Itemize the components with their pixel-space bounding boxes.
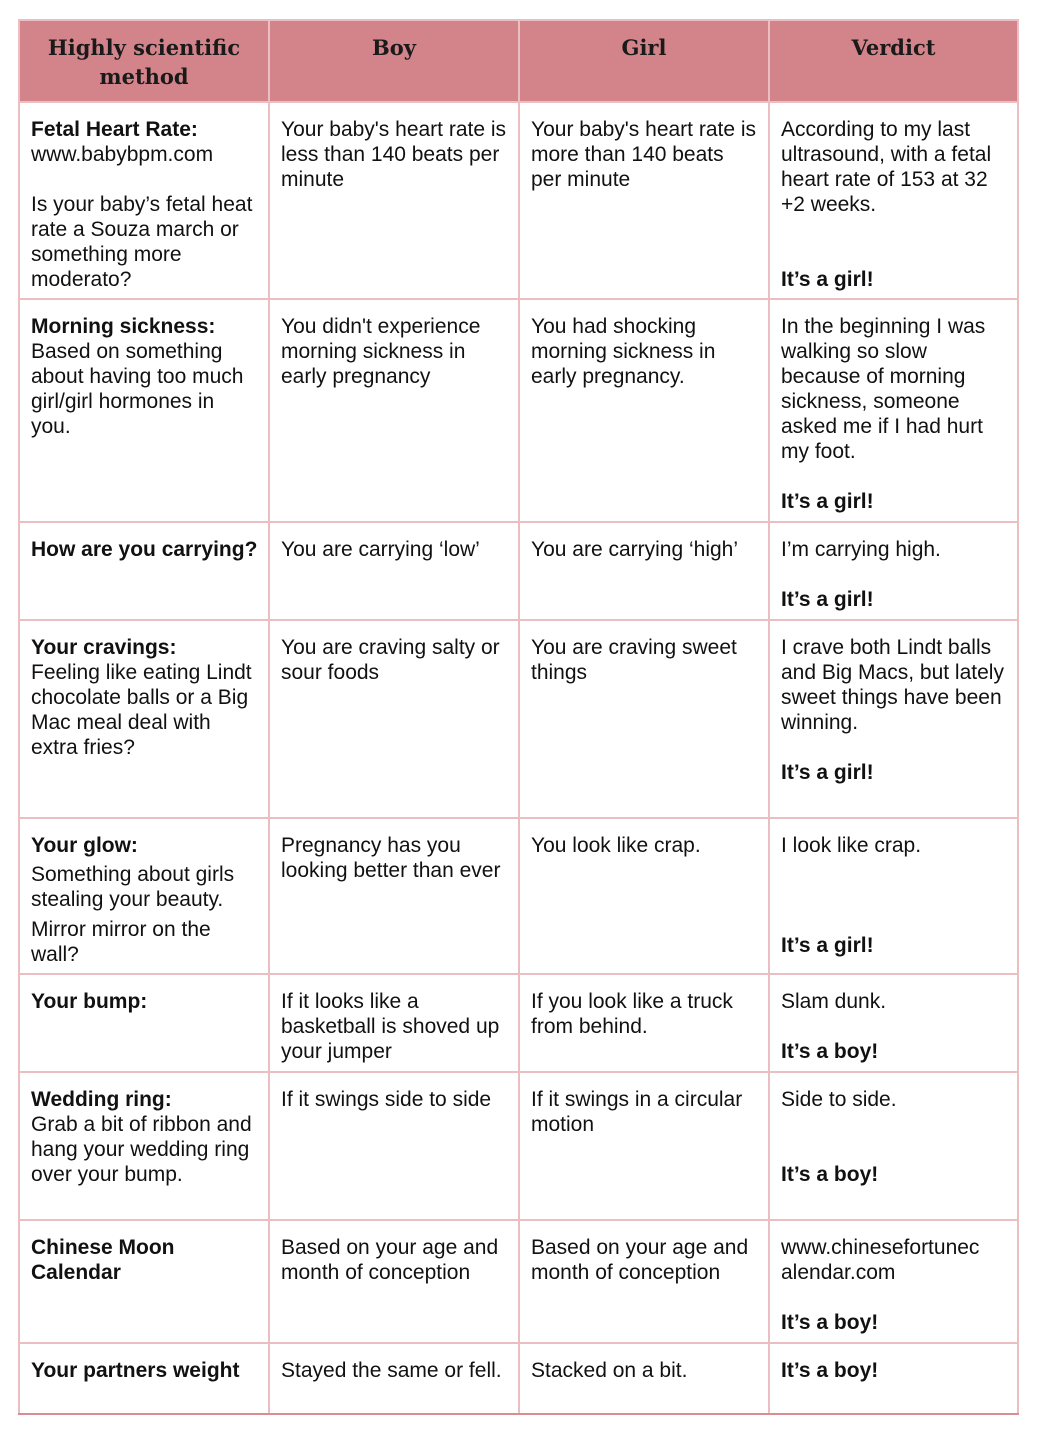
boy-cell: You are carrying ‘low’ <box>269 522 519 620</box>
verdict-cell <box>769 818 1018 974</box>
verdict-cell <box>769 1072 1018 1220</box>
verdict-result: It’s a girl! <box>781 268 874 291</box>
table-row <box>19 1343 1018 1414</box>
verdict-cell <box>769 522 1018 620</box>
girl-cell: If you look like a truck from behind. <box>519 974 769 1072</box>
girl-cell: You are carrying ‘high’ <box>519 522 769 620</box>
boy-cell: Your baby's heart rate is less than 140 beats per minute <box>269 102 519 299</box>
girl-cell: Stacked on a bit. <box>519 1343 769 1414</box>
method-cell <box>19 1343 269 1414</box>
header-boy: Boy <box>269 20 519 102</box>
method-cell <box>19 522 269 620</box>
method-title: Your glow: <box>31 834 138 857</box>
method-cell <box>19 1072 269 1220</box>
method-cell <box>19 818 269 974</box>
verdict-cell <box>769 1220 1018 1343</box>
method-cell <box>19 974 269 1072</box>
girl-cell: If it swings in a circular motion <box>519 1072 769 1220</box>
girl-cell: Based on your age and month of conception <box>519 1220 769 1343</box>
verdict-cell <box>769 974 1018 1072</box>
verdict-cell <box>769 102 1018 299</box>
method-description: Something about girls stealing your beauty. <box>31 863 235 911</box>
method-cell <box>19 299 269 522</box>
method-title: Your bump: <box>31 990 148 1013</box>
method-comparison-table <box>18 19 1019 1415</box>
method-cell <box>19 102 269 299</box>
header-girl: Girl <box>519 20 769 102</box>
verdict-text: I look like crap. <box>781 834 922 857</box>
table-row <box>19 1220 1018 1343</box>
method-title: Wedding ring: <box>31 1088 172 1111</box>
verdict-result: It’s a girl! <box>781 934 874 957</box>
table-row <box>19 102 1018 299</box>
girl-cell: Your baby's heart rate is more than 140 beats per minute <box>519 102 769 299</box>
table-row <box>19 299 1018 522</box>
verdict-text: Slam dunk. <box>781 990 887 1013</box>
verdict-result: It’s a boy! <box>781 1311 879 1334</box>
boy-cell: If it swings side to side <box>269 1072 519 1220</box>
method-title: How are you carrying? <box>31 538 258 561</box>
verdict-result: It’s a girl! <box>781 761 874 784</box>
verdict-result: It’s a girl! <box>781 490 874 513</box>
header-row <box>19 20 1018 102</box>
girl-cell: You look like crap. <box>519 818 769 974</box>
method-description: www.babybpm.com <box>31 143 214 166</box>
verdict-cell <box>769 299 1018 522</box>
method-title: Fetal Heart Rate: <box>31 118 198 141</box>
header-method: Highly scientific method <box>19 20 269 102</box>
method-title: Your cravings: <box>31 636 177 659</box>
method-description: Grab a bit of ribbon and hang your wedding ring over your bump. <box>31 1113 252 1186</box>
table-row <box>19 974 1018 1072</box>
boy-cell: Pregnancy has you looking better than ever <box>269 818 519 974</box>
method-cell <box>19 1220 269 1343</box>
girl-cell: You are craving sweet things <box>519 620 769 818</box>
method-cell <box>19 620 269 818</box>
boy-cell: You didn't experience morning sickness in early pregnancy <box>269 299 519 522</box>
method-description: Is your baby’s fetal heat rate a Souza march or something more moderato? <box>31 193 253 291</box>
verdict-text: In the beginning I was walking so slow because of morning sickness, someone asked me if I had hurt my foot. <box>781 315 986 463</box>
table-row <box>19 1072 1018 1220</box>
boy-cell: Stayed the same or fell. <box>269 1343 519 1414</box>
verdict-text: www.chinesefortunec alendar.com <box>781 1236 980 1284</box>
table-row <box>19 522 1018 620</box>
verdict-result: It’s a boy! <box>781 1040 879 1063</box>
girl-cell: You had shocking morning sickness in early pregnancy. <box>519 299 769 522</box>
method-description: Mirror mirror on the wall? <box>31 918 211 966</box>
verdict-cell <box>769 620 1018 818</box>
verdict-cell <box>769 1343 1018 1414</box>
verdict-text: I crave both Lindt balls and Big Macs, but lately sweet things have been winning. <box>781 636 1004 734</box>
verdict-text: I’m carrying high. <box>781 538 941 561</box>
verdict-text: Side to side. <box>781 1088 897 1111</box>
method-title: Morning sickness: <box>31 315 216 338</box>
boy-cell: You are craving salty or sour foods <box>269 620 519 818</box>
verdict-result: It’s a girl! <box>781 588 874 611</box>
table-row <box>19 620 1018 818</box>
boy-cell: If it looks like a basketball is shoved up your jumper <box>269 974 519 1072</box>
method-description: Feeling like eating Lindt chocolate balls or a Big Mac meal deal with extra fries? <box>31 661 252 759</box>
verdict-result: It’s a boy! <box>781 1163 879 1186</box>
boy-cell: Based on your age and month of conception <box>269 1220 519 1343</box>
table-row <box>19 818 1018 974</box>
method-description: Based on something about having too much girl/girl hormones in you. <box>31 340 244 438</box>
method-title: Your partners weight <box>31 1359 240 1382</box>
method-title: Chinese Moon Calendar <box>31 1236 175 1284</box>
header-verdict: Verdict <box>769 20 1018 102</box>
verdict-result: It’s a boy! <box>781 1359 879 1382</box>
verdict-text: According to my last ultrasound, with a fetal heart rate of 153 at 32 +2 weeks. <box>781 118 992 216</box>
